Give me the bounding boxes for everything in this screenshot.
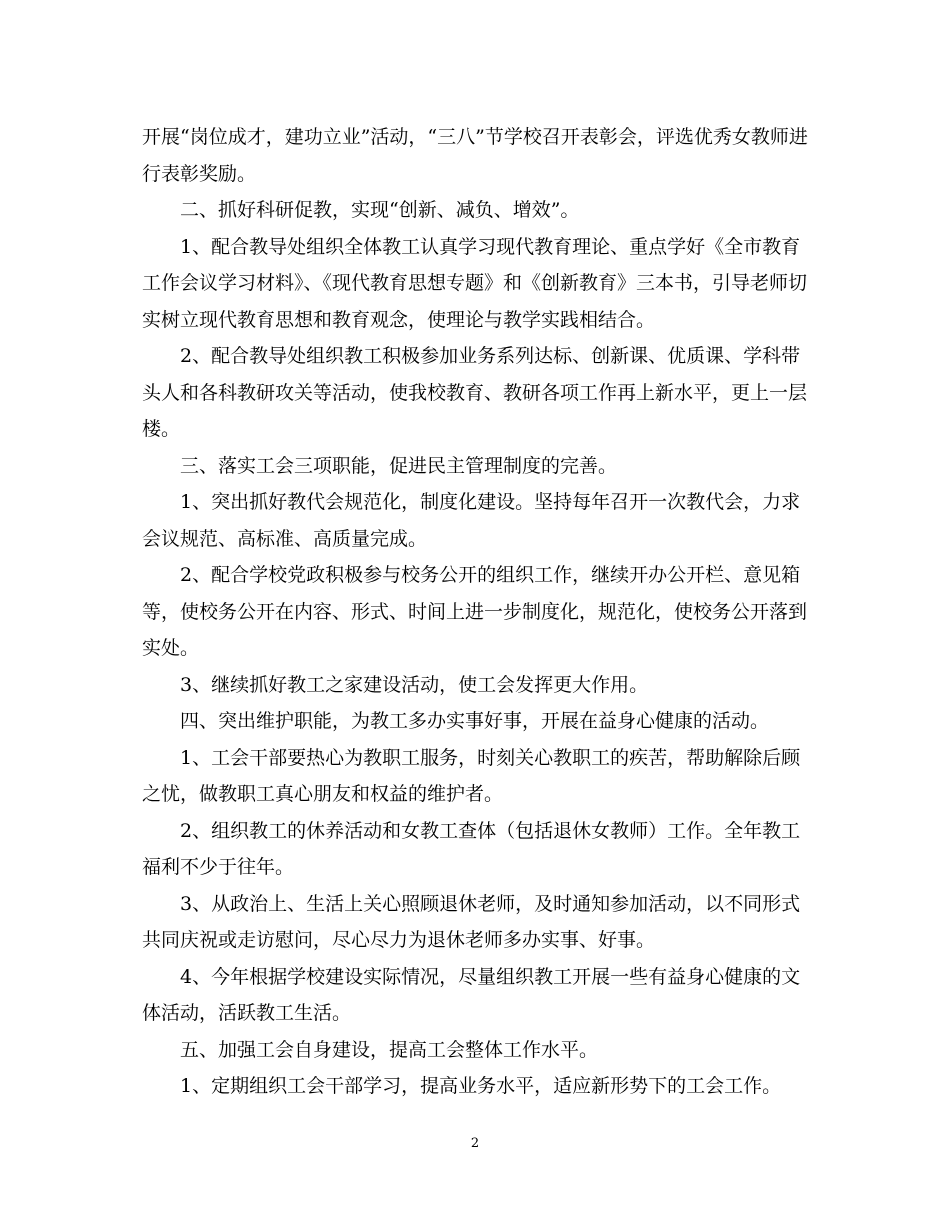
paragraph: 3、继续抓好教工之家建设活动，使工会发挥更大作用。 bbox=[180, 673, 649, 696]
paragraph: 1、工会干部要热心为教职工服务，时刻关心教职工的疾苦，帮助解除后顾之忧，做教职工真心朋友和权益的维护者。 bbox=[142, 746, 801, 805]
section-heading-4: 四、突出维护职能，为教工多办实事好事，开展在益身心健康的活动。 bbox=[180, 710, 770, 732]
section-heading-3: 三、落实工会三项职能，促进民主管理制度的完善。 bbox=[180, 454, 618, 477]
paragraph: 1、配合教导处组织全体教工认真学习现代教育理论、重点学好《全市教育工作会议学习材料》、《现代教育思想专题》和《创新教育》三本书，引导老师切实树立现代教育思想和教育观念，使理论与教学实践相结合。 bbox=[142, 235, 808, 331]
paragraph: 2、配合教导处组织教工积极参加业务系列达标、创新课、优质课、学科带头人和各科教研攻关等活动，使我校教育、教研各项工作再上新水平，更上一层楼。 bbox=[142, 345, 808, 440]
paragraph: 3、从政治上、生活上关心照顾退休老师，及时通知参加活动，以不同形式共同庆祝或走访慰问，尽心尽力为退休老师多办实事、好事。 bbox=[142, 892, 801, 951]
section-heading-2: 二、抓好科研促教，实现“创新、减负、增效”。 bbox=[180, 199, 580, 221]
paragraph: 2、配合学校党政积极参与校务公开的组织工作，继续开办公开栏、意见箱等，使校务公开在内容、形式、时间上进一步制度化，规范化，使校务公开落到实处。 bbox=[142, 564, 808, 659]
paragraph: 开展“岗位成才，建功立业”活动，“三八”节学校召开表彰会，评选优秀女教师进行表彰奖励。 bbox=[142, 126, 808, 185]
paragraph: 1、定期组织工会干部学习，提高业务水平，适应新形势下的工会工作。 bbox=[180, 1075, 782, 1097]
paragraph: 2、组织教工的休养活动和女教工查体（包括退休女教师）工作。全年教工福利不少于往年。 bbox=[142, 819, 801, 878]
section-heading-5: 五、加强工会自身建设，提高工会整体工作水平。 bbox=[180, 1038, 599, 1061]
page-number: 2 bbox=[470, 1136, 480, 1151]
document-body bbox=[142, 119, 810, 1105]
paragraph: 1、突出抓好教代会规范化，制度化建设。坚持每年召开一次教代会，力求会议规范、高标准、高质量完成。 bbox=[142, 491, 801, 550]
paragraph: 4、今年根据学校建设实际情况，尽量组织教工开展一些有益身心健康的文体活动，活跃教工生活。 bbox=[142, 965, 801, 1024]
